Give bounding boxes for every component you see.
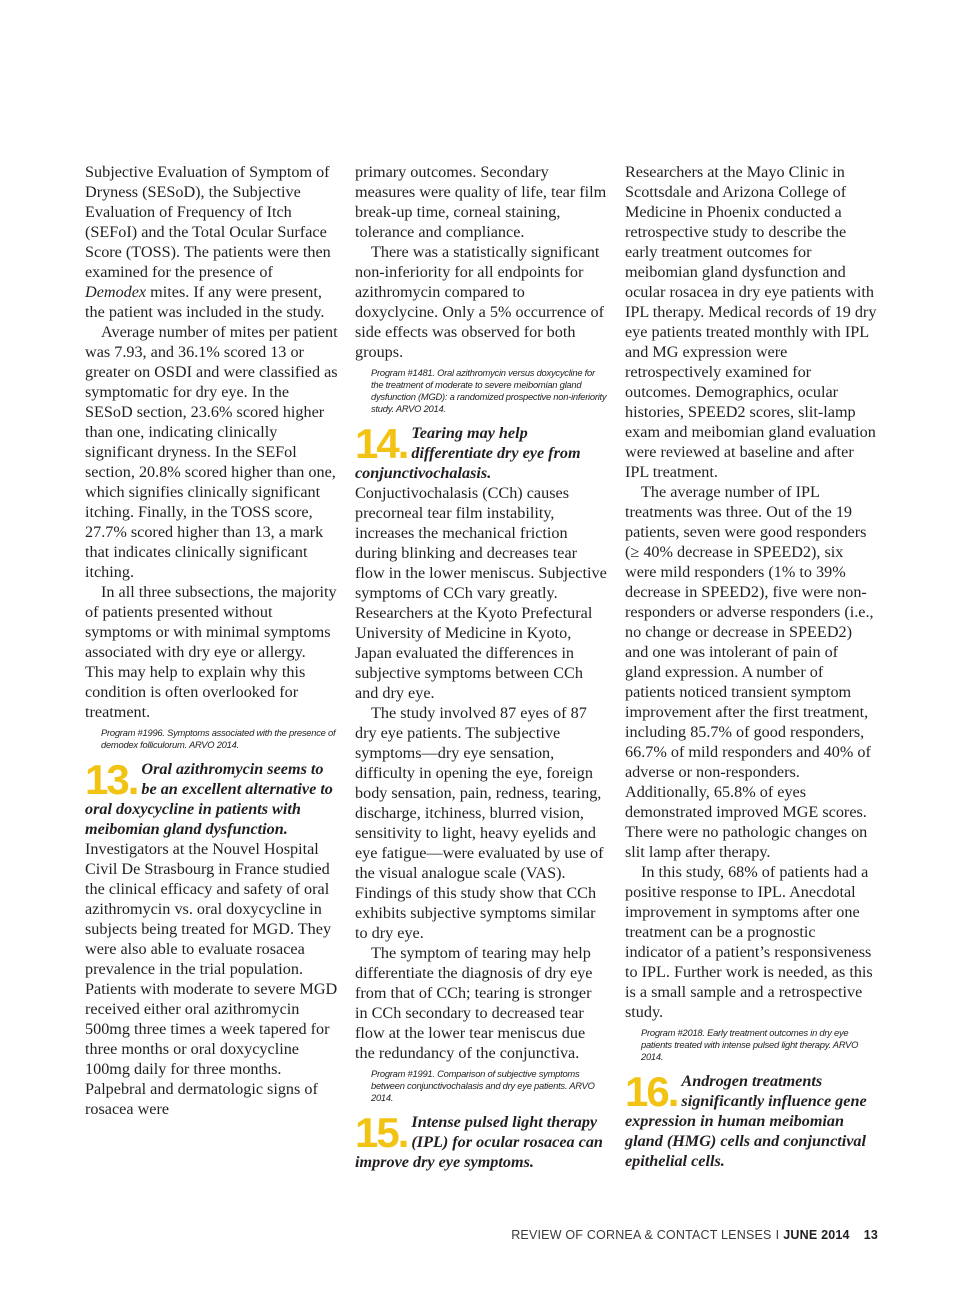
page-footer	[0, 1228, 878, 1242]
citation: Program #1996. Symptoms associated with the presence of demodex folliculorum. ARVO 2014.	[101, 727, 336, 750]
item-13-heading	[85, 756, 338, 839]
body-paragraph: Investigators at the Nouvel Hospital Civil De Strasbourg in France studied the clinical efficacy and safety of oral azithromycin vs. oral doxycycline in subjects being treated for MGD. They were also able to evaluate rosacea prevalence in the trial population. Patients with moderate to severe MGD received either oral azithromycin 500mg three times a week tapered for three months or oral doxycycline 100mg daily for three months. Palpebral and dermatologic signs of rosacea were	[85, 840, 338, 1118]
body-paragraph: In this study, 68% of patients had a positive response to IPL. Anecdotal improvement in symptoms after one treatment can be a prognostic indicator of a patient’s responsiveness to IPL. Further work is needed, as this is a small sample and a retrospective study.	[625, 863, 873, 1021]
column-2	[355, 162, 607, 1172]
item-number: 15.	[355, 1109, 408, 1156]
body-paragraph: The symptom of tearing may help differentiate the diagnosis of dry eye from that of CCh; tearing is stronger in CCh secondary to decreased tear flow at the lower tear meniscus due the redundancy of the conjunctiva.	[355, 944, 593, 1062]
column-1	[85, 162, 338, 1119]
body-paragraph: Conjuctivochalasis (CCh) causes precorneal tear film instability, increases the mechanical friction during blinking and decreases tear flow in the lower meniscus. Subjective symptoms of CCh vary greatly. Researchers at the Kyoto Prefectural University of Medicine in Kyoto, Japan evaluated the differences in subjective symptoms between CCh and dry eye.	[355, 484, 607, 702]
body-paragraph: There was a statistically significant non-inferiority for all endpoints for azithromycin compared to doxyclycine. Only a 5% occurrence of side effects was observed for both groups.	[355, 243, 605, 361]
body-paragraph: In all three subsections, the majority of patients presented without symptoms or with minimal symptoms associated with dry eye or allergy. This may help to explain why this condition is often overlooked for treatment.	[85, 583, 337, 721]
issue-date: JUNE 2014	[783, 1228, 850, 1242]
item-15-heading	[355, 1109, 607, 1172]
body-paragraph: Researchers at the Mayo Clinic in Scottsdale and Arizona College of Medicine in Phoenix conducted a retrospective study to describe the early treatment outcomes for meibomian gland dysfunction and ocular rosacea in dry eye patients with IPL therapy. Medical records of 19 dry eye patients treated monthly with IPL and MG expression were retrospectively examined for outcomes. Demographics, ocular histories, SPEED2 scores, slit-lamp exam and meibomian gland evaluation were reviewed at baseline and after IPL treatment.	[625, 163, 877, 481]
citation: Program #1991. Comparison of subjective symptoms between conjunctivochalasis and dry eye patients. ARVO 2014.	[371, 1068, 595, 1103]
item-number: 16.	[625, 1068, 678, 1115]
item-14-heading	[355, 420, 607, 483]
citation: Program #2018. Early treatment outcomes in dry eye patients treated with intense pulsed light therapy. ARVO 2014.	[641, 1027, 859, 1062]
body-paragraph: The study involved 87 eyes of 87 dry eye patients. The subjective symptoms—dry eye sensation, difficulty in opening the eye, foreign body sensation, pain, redness, tearing, discharge, itchiness, blurred vision, sensitivity to light, heavy eyelids and eye fatigue—were evaluated by use of the visual analogue scale (VAS). Findings of this study show that CCh exhibits subjective symptoms similar to dry eye.	[355, 704, 604, 942]
body-paragraph: primary outcomes. Secondary measures were quality of life, tear film break-up time, corneal staining, tolerance and compliance.	[355, 163, 607, 241]
footer-separator: I	[775, 1228, 780, 1242]
item-number: 14.	[355, 420, 408, 467]
body-paragraph: Average number of mites per patient was 7.93, and 36.1% scored 13 or greater on OSDI and were classified as symptomatic for dry eye. In the SESoD section, 23.6% scored higher than one, indicating clinically significant dryness. In the SEFol section, 20.8% scored higher than one, which signifies clinically significant itching. Finally, in the TOSS score, 27.7% scored higher than 13, a mark that indicates clinically significant itching.	[85, 323, 338, 581]
body-paragraph: The average number of IPL treatments was three. Out of the 19 patients, seven were good responders (≥ 40% decrease in SPEED2), six were mild responders (1% to 39% decrease in SPEED2), five were non-responders or adverse responders (i.e., no change or decrease in SPEED2) and one was intolerant of pain of gland expression. A number of patients noticed transient symptom improvement after the first treatment, including 85.7% of good responders, 66.7% of mild responders and 40% of adverse or non-responders. Additionally, 65.8% of eyes demonstrated improved MGE scores. There were no pathologic changes on slit lamp after therapy.	[625, 483, 874, 861]
item-headline: Intense pulsed light therapy (IPL) for ocular rosacea can improve dry eye symptoms.	[355, 1113, 603, 1171]
item-headline: Tearing may help differentiate dry eye from conjunctivochalasis.	[355, 424, 581, 482]
item-16-heading	[625, 1068, 877, 1171]
item-headline: Oral azithromycin seems to be an excellent alternative to oral doxycycline in patients with meibomian gland dysfunction.	[85, 760, 333, 838]
page-number: 13	[863, 1228, 878, 1242]
column-3	[625, 162, 877, 1171]
species-name: Demodex	[85, 283, 147, 301]
publication-name: REVIEW OF CORNEA & CONTACT LENSES	[511, 1228, 772, 1242]
citation: Program #1481. Oral azithromycin versus doxycycline for the treatment of moderate to severe meibomian gland dysfunction (MGD): a randomized prospective non-inferiority study. ARVO 2014.	[371, 367, 607, 414]
item-headline: Androgen treatments significantly influence gene expression in human meibomian gland (HMG) cells and conjunctival epithelial cells.	[625, 1072, 867, 1170]
body-paragraph: Subjective Evaluation of Symptom of Dryness (SESoD), the Subjective Evaluation of Frequency of Itch (SEFoI) and the Total Ocular Surface Score (TOSS). The patients were then examined for the presence of Demodex mites. If any were present, the patient was included in the study.	[85, 163, 331, 321]
item-number: 13.	[85, 756, 138, 803]
